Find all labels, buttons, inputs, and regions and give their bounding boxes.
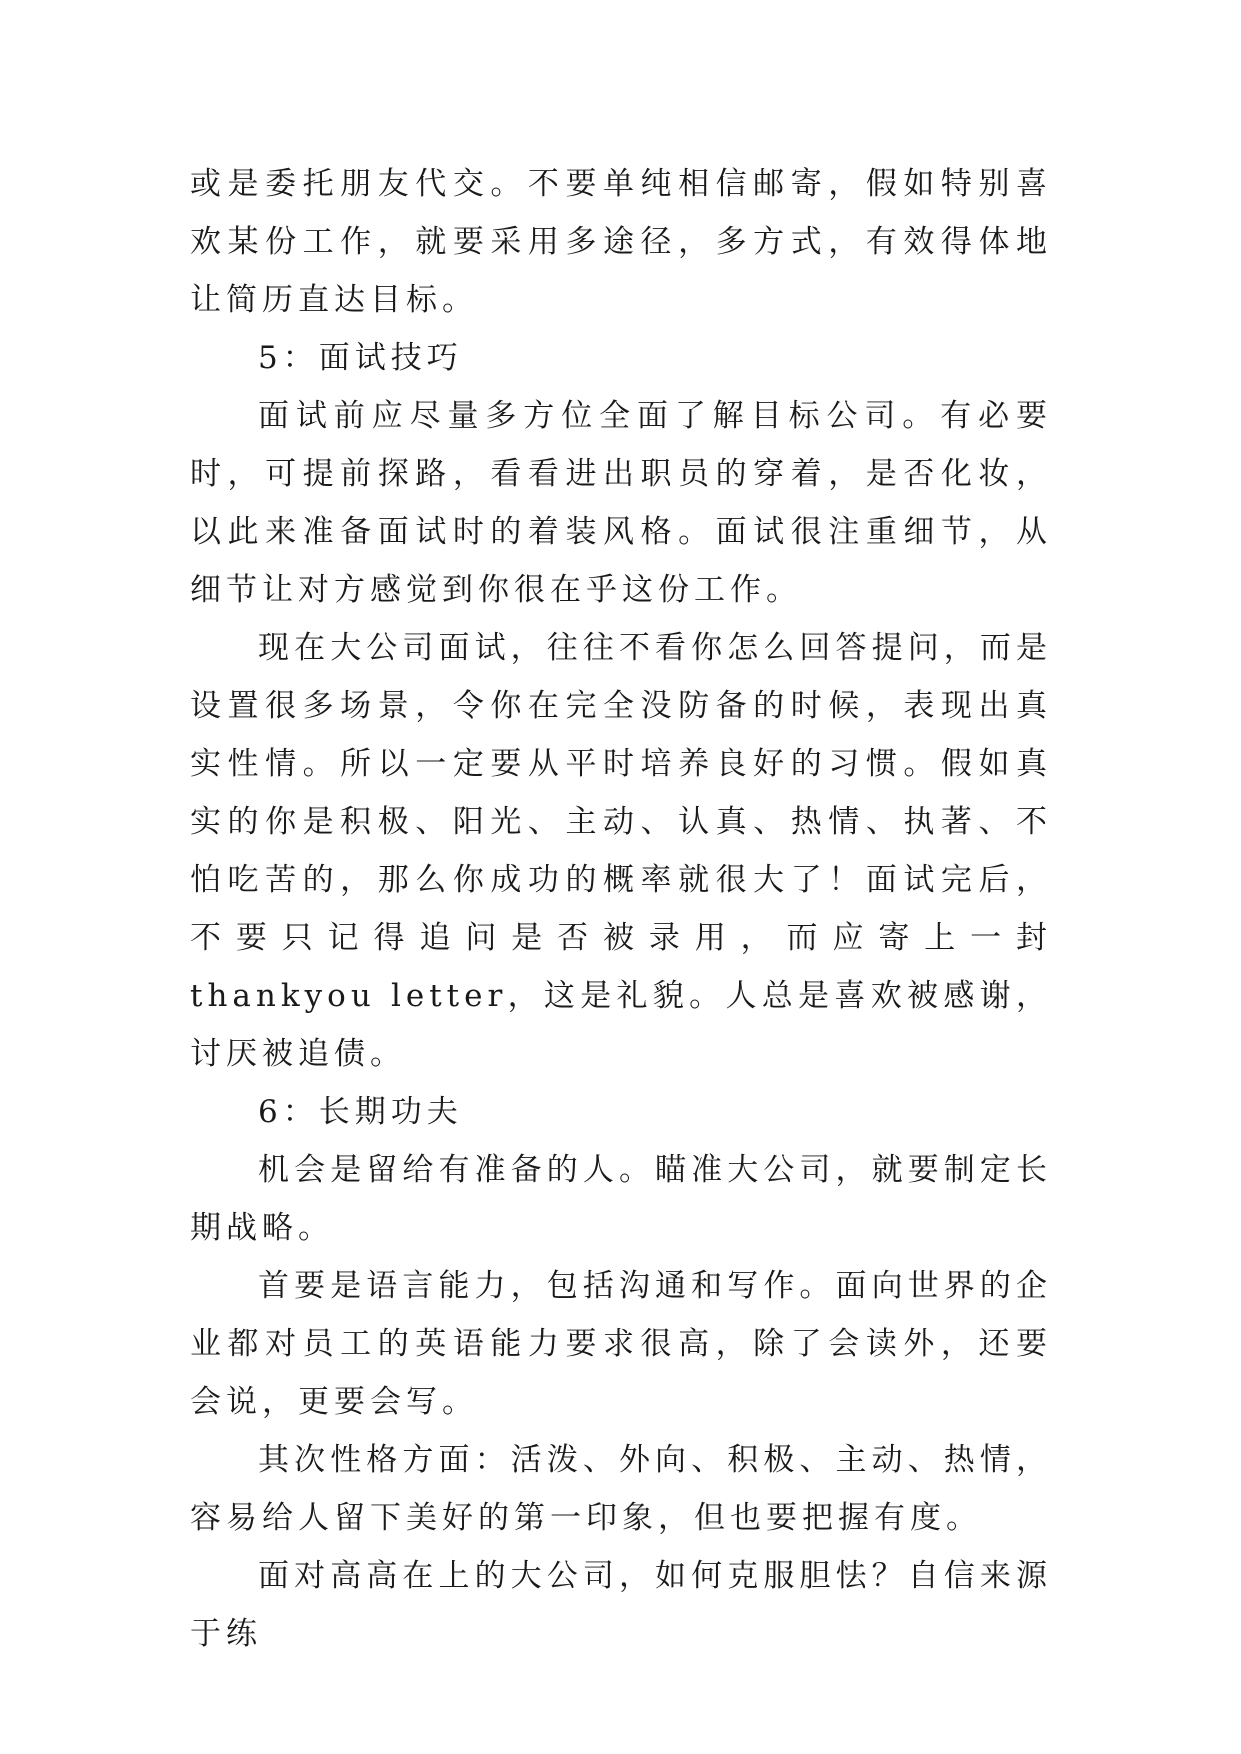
paragraph-opportunity: 机会是留给有准备的人。瞄准大公司，就要制定长期战略。 [190,1152,1052,1246]
paragraph-personality: 其次性格方面：活泼、外向、积极、主动、热情，容易给人留下美好的第一印象，但也要把握有度。 [190,1442,1052,1536]
paragraph-language-ability: 首要是语言能力，包括沟通和写作。面向世界的企业都对员工的英语能力要求很高，除了会读外，还要会说，更要会写。 [190,1268,1052,1420]
paragraph-resume-delivery: 或是委托朋友代交。不要单纯相信邮寄，假如特别喜欢某份工作，就要采用多途径，多方式，有效得体地让简历直达目标。 [190,166,1052,318]
paragraph-confidence: 面对高高在上的大公司，如何克服胆怯？自信来源于练 [190,1558,1052,1652]
document-body [190,155,1052,1663]
section-heading-long-term: 6：长期功夫 [258,1094,463,1130]
section-heading-interview-tips: 5：面试技巧 [258,340,463,376]
paragraph-interview-preparation: 面试前应尽量多方位全面了解目标公司。有必要时，可提前探路，看看进出职员的穿着，是否化妆，以此来准备面试时的着装风格。面试很注重细节，从细节让对方感觉到你很在乎这份工作。 [190,398,1052,608]
paragraph-interview-scenarios: 现在大公司面试，往往不看你怎么回答提问，而是设置很多场景，令你在完全没防备的时候，表现出真实性情。所以一定要从平时培养良好的习惯。假如真实的你是积极、阳光、主动、认真、热情、执著、不怕吃苦的，那么你成功的概率就很大了！面试完后，不要只记得追问是否被录用，而应寄上一封 thankyou letter，这是礼貌。人总是喜欢被感谢，讨厌被追债。 [190,630,1052,1072]
